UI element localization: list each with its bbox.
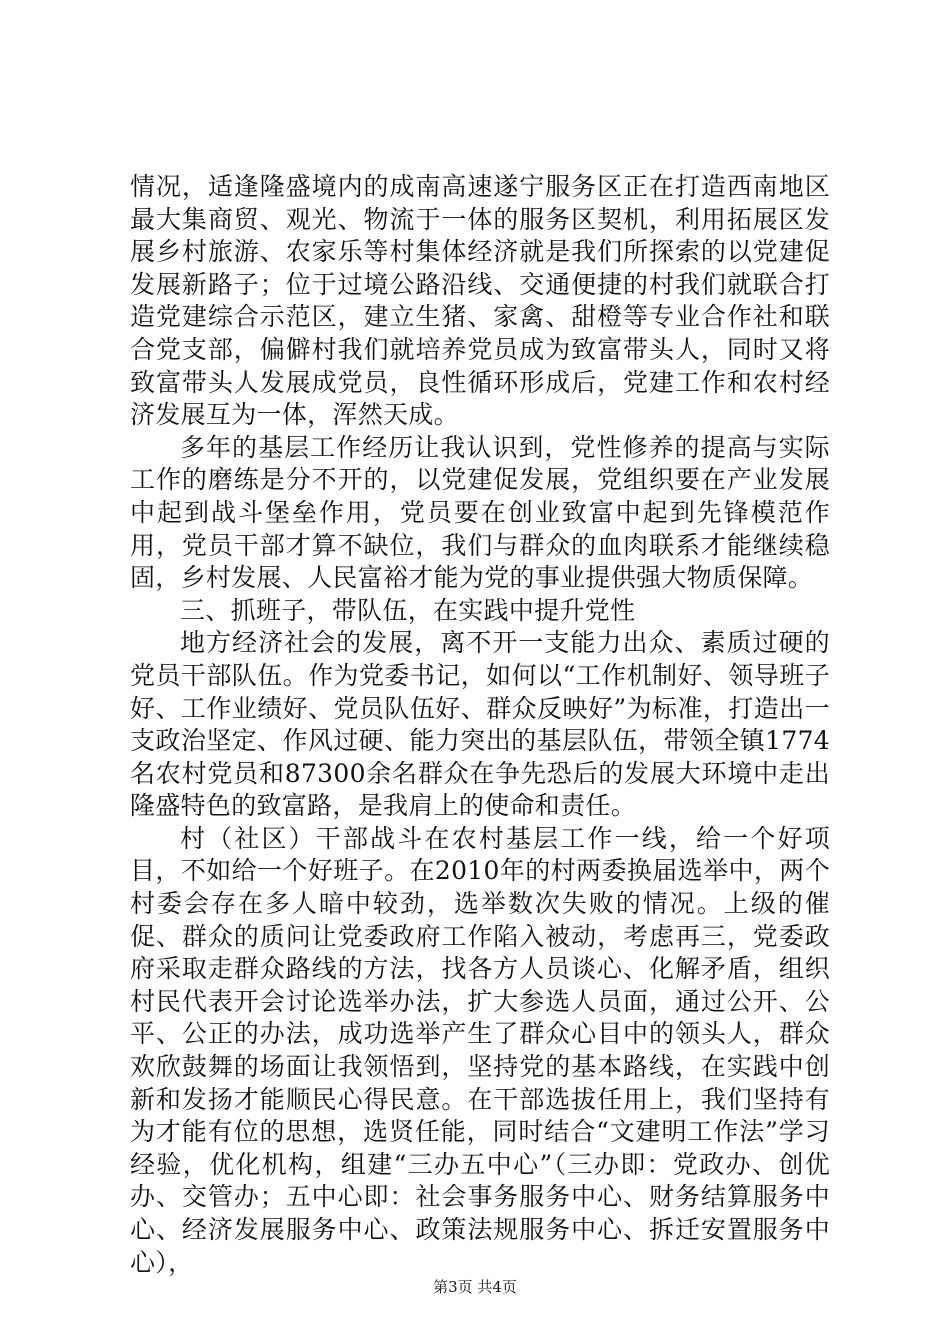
paragraph-3: 地方经济社会的发展，离不开一支能力出众、素质过硬的党员干部队伍。作为党委书记，如何以“工作机制好、领导班子好、工作业绩好、党员队伍好、群众反映好”为标准，打造出一支政治坚定、作风过硬、能力突出的基层队伍，带领全镇1774名农村党员和87300余名群众在争先恐后的发展大环境中走出隆盛特色的致富路，是我肩上的使命和责任。 (130, 628, 830, 821)
section-heading: 三、抓班子，带队伍，在实践中提升党性 (180, 595, 636, 625)
paragraph-1: 情况，适逢隆盛境内的成南高速遂宁服务区正在打造西南地区最大集商贸、观光、物流于一体的服务区契机，利用拓展区发展乡村旅游、农家乐等村集体经济就是我们所探索的以党建促发展新路子；位于过境公路沿线、交通便捷的村我们就联合打造党建综合示范区，建立生猪、家禽、甜橙等专业合作社和联合党支部，偏僻村我们就培养党员成为致富带头人，同时又将致富带头人发展成党员，良性循环形成后，党建工作和农村经济发展互为一体，浑然天成。 (130, 172, 830, 430)
paragraph-2: 多年的基层工作经历让我认识到，党性修养的提高与实际工作的磨练是分不开的，以党建促发展，党组织要在产业发展中起到战斗堡垒作用，党员要在创业致富中起到先锋模范作用，党员干部才算不缺位，我们与群众的血肉联系才能继续稳固，乡村发展、人民富裕才能为党的事业提供强大物质保障。 (130, 432, 830, 593)
document-body (130, 171, 830, 1279)
paragraph-4: 村（社区）干部战斗在农村基层工作一线，给一个好项目，不如给一个好班子。在2010年的村两委换届选举中，两个村委会存在多人暗中较劲，选举数次失败的情况。上级的催促、群众的质问让党委政府工作陷入被动，考虑再三，党委政府采取走群众路线的方法，找各方人员谈心、化解矛盾，组织村民代表开会讨论选举办法，扩大参选人员面，通过公开、公平、公正的办法，成功选举产生了群众心目中的领头人，群众欢欣鼓舞的场面让我领悟到，坚持党的基本路线，在实践中创新和发扬才能顺民心得民意。在干部选拔任用上，我们坚持有为才能有位的思想，选贤任能，同时结合“文建明工作法”学习经验，优化机构，组建“三办五中心”（三办即：党政办、创优办、交管办；五中心即：社会事务服务中心、财务结算服务中心、经济发展服务中心、政策法规服务中心、拆迁安置服务中心）， (130, 823, 830, 1277)
page-number: 第3页 共4页 (433, 1278, 517, 1296)
